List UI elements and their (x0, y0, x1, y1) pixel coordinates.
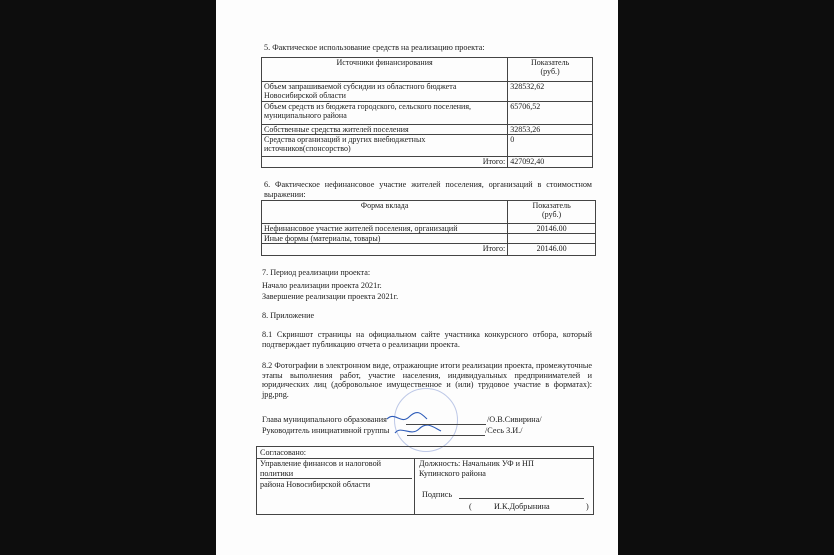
table-row: Нефинансовое участие жителей поселения, организаций 20146.00 (262, 224, 596, 234)
approval-org-line3: района Новосибирской области (260, 480, 371, 489)
handwritten-signature (381, 403, 451, 443)
approval-name: И.К.Добрынина (494, 502, 550, 511)
document-page (216, 0, 618, 555)
project-end: Завершение реализации проекта 2021г. (262, 292, 399, 301)
table-row: Объем запрашиваемой субсидии из областного бюджета Новосибирской области 328532,62 (262, 82, 593, 102)
head-label: Глава муниципального образования (262, 415, 387, 424)
approval-header (257, 447, 593, 459)
table-total-row: Итого: 20146.00 (262, 244, 596, 256)
section6-heading: 6. Фактическое нефинансовое участие жителей поселения, организаций в стоимостном выражении: (264, 180, 592, 199)
project-start: Начало реализации проекта 2021г. (262, 281, 382, 290)
col-value-header: Показатель (руб.) (508, 58, 593, 82)
table-row: Средства организаций и других внебюджетных источников(спонсорство) 0 (262, 135, 593, 157)
head-name: /О.В.Сивирина/ (487, 415, 542, 424)
col-value-header: Показатель (руб.) (508, 201, 596, 224)
leader-label: Руководитель инициативной группы (262, 426, 390, 435)
approval-org-line2: политики (260, 469, 294, 478)
approval-position-line2: Купинского района (419, 469, 486, 478)
approval-block (256, 446, 594, 515)
leader-name: /Сесь З.И./ (485, 426, 523, 435)
approval-divider (414, 458, 415, 514)
table-row: Собственные средства жителей поселения 32853,26 (262, 125, 593, 135)
leader-signature-line (407, 435, 485, 436)
col-source-header: Источники финансирования (262, 58, 508, 82)
approval-name-close: ) (586, 502, 589, 511)
approval-position-line1: Должность: Начальник УФ и НП (419, 459, 534, 468)
head-signature-line (406, 424, 486, 425)
section5-heading: 5. Фактическое использование средств на реализацию проекта: (264, 43, 485, 52)
attachment-8-1: 8.1 Скриншот страницы на официальном сайте участника конкурсного отбора, который подтверждает публикацию отчета о реализации проекта. (262, 330, 592, 349)
org-underline (260, 478, 412, 479)
nonfinancial-table (261, 200, 596, 256)
financing-table-header (262, 58, 593, 82)
col-form-header: Форма вклада (262, 201, 508, 224)
approval-org-line1: Управление финансов и налоговой (260, 459, 382, 468)
financing-table (261, 57, 593, 168)
approval-sign-label: Подпись (422, 490, 453, 499)
section8-heading: 8. Приложение (262, 311, 315, 320)
table-row: Объем средств из бюджета городского, сельского поселения, муниципального района 65706,52 (262, 102, 593, 125)
nonfinancial-table-header (262, 201, 596, 224)
section7-heading: 7. Период реализации проекта: (262, 268, 371, 277)
approval-sign-line (459, 498, 584, 499)
approval-name-open: ( (469, 502, 472, 511)
table-total-row: Итого: 427092,40 (262, 157, 593, 168)
attachment-8-2: 8.2 Фотографии в электронном виде, отражающие итоги реализации проекта, промежуточные этапы выполнения работ, участие населения, индивидуальных предпринимателей и юридических лиц (добровольное имущественное и (или) трудовое участие в форматах): jpg,png. (262, 361, 592, 399)
approval-title: Согласовано: (260, 448, 307, 457)
table-row: Иные формы (материалы, товары) (262, 234, 596, 244)
